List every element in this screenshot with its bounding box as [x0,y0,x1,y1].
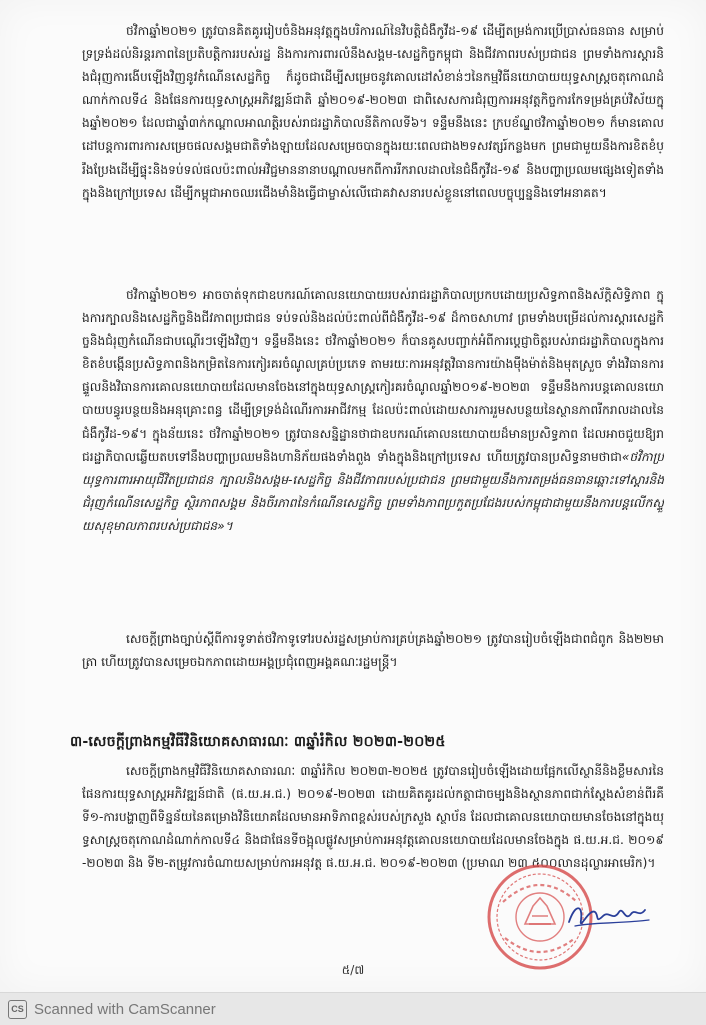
handwritten-signature [565,892,655,940]
paragraph-budget-2021-policy [82,284,664,620]
paragraph-draft-law-settlement: សេចក្តីព្រាងច្បាប់ស្តីពីការទូទាត់ថវិកាទូទៅរបស់រដ្ឋសម្រាប់ការគ្រប់គ្រងឆ្នាំ២០២១ ត្រូវបានរៀបចំឡើងជាពជំពូក និង២២មាត្រា ហើយត្រូវបានសម្រេចឯកភាពដោយអង្គប្រជុំពេញអង្គគណៈរដ្ឋមន្ត្រី។ [82,632,664,670]
paragraph-public-investment: សេចក្តីព្រាងកម្មវិធីវិនិយោគសាធារណៈ ៣ឆ្នាំរំកិល ២០២៣-២០២៥ ត្រូវបានរៀបចំឡើងដោយផ្អែកលើស្ថានីនិងខ្លឹមសារនៃផែនការយុទ្ធសាស្ត្រអភិវឌ្ឍន៍ជាតិ (ផ.យ.អ.ជ.) ២០១៩-២០២៣ ដោយគិតគូរដល់កត្តាជាចម្បងនិងស្ថានភាពជាក់ស្តែងសំខាន់ពីរគឺ ទី១-ការបង្ហាញពីទិន្នន័យនៃគម្រោងវិនិយោគដែលមានអាទិភាពខ្ពស់របស់ក្រសួង ស្ថាប័ន ដែលជាគោលនយោបាយមានចែងនៅក្នុងយុទ្ធសាស្ត្រចតុកោណដំណាក់កាលទី៤ និងជាផែនទីចង្អុលផ្លូវសម្រាប់ការអនុវត្តគោលនយោបាយដែលមានចែងក្នុង ផ.យ.អ.ជ. ២០១៩-២០២៣ និង ទី២-តម្រូវការចំណាយសម្រាប់ការអនុវត្ត ផ.យ.អ.ជ. ២០១៩-២០២៣ (ប្រមាណ ២៣ ៥០០លានដុល្លារអាមេរិក)។ [82,764,664,871]
scanner-footer [0,992,706,1025]
page-number: ៥/៧ [341,963,365,977]
paragraph-budget-2021-context: ថវិកាឆ្នាំ២០២១ ត្រូវបានគិតគូររៀបចំនិងអនុវត្តក្នុងបរិការណ៍នៃវិបត្តិជំងឺកូវីដ-១៩ ដើម្បីតម្រង់ការប្រើប្រាស់ធនធាន សម្រាប់ទ្រទ្រង់ដល់និរន្តរភាពនៃប្រតិបត្តិការរបស់រដ្ឋ និងការការពារលំនឹងសង្គម-សេដ្ឋកិច្ចកម្ពុជា និងជីវភាពរបស់ប្រជាជន ព្រមទាំងការស្តារនិងជំរុញការងើបឡើងវិញនូវកំណើនសេដ្ឋកិច្ច ក៏ដូចជាដើម្បីសម្រេចនូវគោលដៅសំខាន់ៗនៃកម្មវិធីនយោបាយយុទ្ធសាស្ត្រចតុកោណដំណាក់កាលទី៤ និងផែនការយុទ្ធសាស្ត្រអភិវឌ្ឍន៍ជាតិ ឆ្នាំ២០១៩-២០២៣ ជាពិសេសការជំរុញការអនុវត្តកិច្ចការកែទម្រង់គ្រប់វិស័យក្នុងឆ្នាំ២០២១ ដែលជាឆ្នាំ៣ក់កណ្តាលអាណត្តិរបស់រាជរដ្ឋាភិបាលនីតិកាលទី៦។ ទន្ទឹមនឹងនេះ ក្របខ័ណ្ឌថវិកាឆ្នាំ២០២១ ក៏មានគោលដៅបន្តការពារការសម្រេចផលសង្គមជាតិទាំងឡាយដែលសម្រេចបានក្នុងរយៈពេលជាង២ទសវត្សរ៍កន្លងមក ព្រមជាមួយនឹងការខិតខំប្រឹងប្រែងដើម្បីផ្ទុះនិងទប់ទល់ផលប៉ះពាល់អវិជ្ជមាននានាបណ្តាលមកពីការរីករាលដាលនៃជំងឺកូវីដ-១៩ និងបញ្ហាប្រឈមផ្សេងទៀតទាំងក្នុងនិងក្រៅប្រទេស ដើម្បីកម្ពុជាអាចឈរជើងមាំនិងធ្វើជាម្ចាស់លើជោគវាសនារបស់ខ្លួននៅពេលបច្ចុប្បន្ននិងទៅអនាគត។ [82,24,664,200]
scanner-watermark-label: Scanned with CamScanner [34,1000,216,1018]
document-body [70,20,664,922]
section-heading-public-investment: ៣-សេចក្តីព្រាងកម្មវិធីវិនិយោគសាធារណៈ ៣ឆ្នាំរំកិល ២០២៣-២០២៥ [70,734,446,750]
budget-slogan-quote: «ថវិកាប្រយុទ្ធការពារអាយុជីវិតប្រជាជន ក្បាលនិងសង្គម-សេដ្ឋកិច្ច និងជីវភាពរបស់ប្រជាជន ព្រមជាមួយនឹងការតម្រង់ធនធានឆ្ពោះទៅស្តារនិងជំរុញកំណើនសេដ្ឋកិច្ច ស្ថិរភាពសង្គម និងចីរភាពនៃកំណើនសេដ្ឋកិច្ច ព្រមទាំងភាពប្រកួតប្រជែងរបស់កម្ពុជាជាមួយនឹងការបន្តលើកស្ទួយសុខុមាលភាពរបស់ប្រជាជន»។ [82,449,664,533]
paragraph-budget-2021-policy-text: ថវិកាឆ្នាំ២០២១ អាចចាត់ទុកជាឧបករណ៍គោលនយោបាយរបស់រាជរដ្ឋាភិបាលប្រកបដោយប្រសិទ្ធភាពនិងស័ក្តិសិទ្ធិភាព ក្នុងការក្បាលនិងសេដ្ឋកិច្ចនិងជីវភាពប្រជាជន ទប់ទល់និងដល់ប៉ះពាល់ពីជំងឺកូវីដ-១៩ ដ៏កាចសាហាវ ព្រមទាំងបម្រើដល់ការស្តារសេដ្ឋកិច្ចនិងជំរុញកំណើនជាបណ្តើរៗឡើងវិញ។ ទន្ទឹមនឹងនេះ ថវិកាឆ្នាំ២០២១ ក៏បានគូសបញ្ជាក់អំពីការប្តេជ្ញាចិត្តរបស់រាជរដ្ឋាភិបាលក្នុងការខិតខំបង្កើនប្រសិទ្ធភាពនិងកម្រិតនៃការកៀរគរចំណូលគ្រប់ប្រភេទ តាមរយៈការអនុវត្តវិធានការយ៉ាងម៉ឺងម៉ាត់និងមុតស្រួច ទាំងវិធានការផ្ទួលនិងវិធានការគោលនយោបាយដែលមានចែងនៅក្នុងយុទ្ធសាស្ត្រកៀរគរចំណូលឆ្នាំ២០១៩-២០២៣ ទន្ទឹមនឹងការបន្តគោលនយោបាយបន្ធូរបន្ថយនិងអនុគ្រោះពន្ធ ដើម្បីទ្រទ្រង់ដំណើរការអាជីវកម្ម ដែលប៉ះពាល់ដោយសារការរួមសបន្ថយនៃស្ថានភាពរីករាលដាលនៃជំងឺកូវីដ-១៩។ ក្នុងន័យនេះ ថវិកាឆ្នាំ២០២១ ត្រូវបានសន្និដ្ឋានថាជាឧបករណ៍គោលនយោបាយដ៏មានប្រសិទ្ធភាព ដែលអាចជួយឱ្យរាជរដ្ឋាភិបាលឆ្លើយតបទៅនឹងបញ្ហាប្រឈមនិងហានិភ័យផងទាំងពួង ទាំងក្នុងនិងក្រៅប្រទេស ហើយត្រូវបានប្រសិទ្ធនាមថាជា [82,288,664,464]
camscanner-logo-icon: CS [8,1000,27,1019]
